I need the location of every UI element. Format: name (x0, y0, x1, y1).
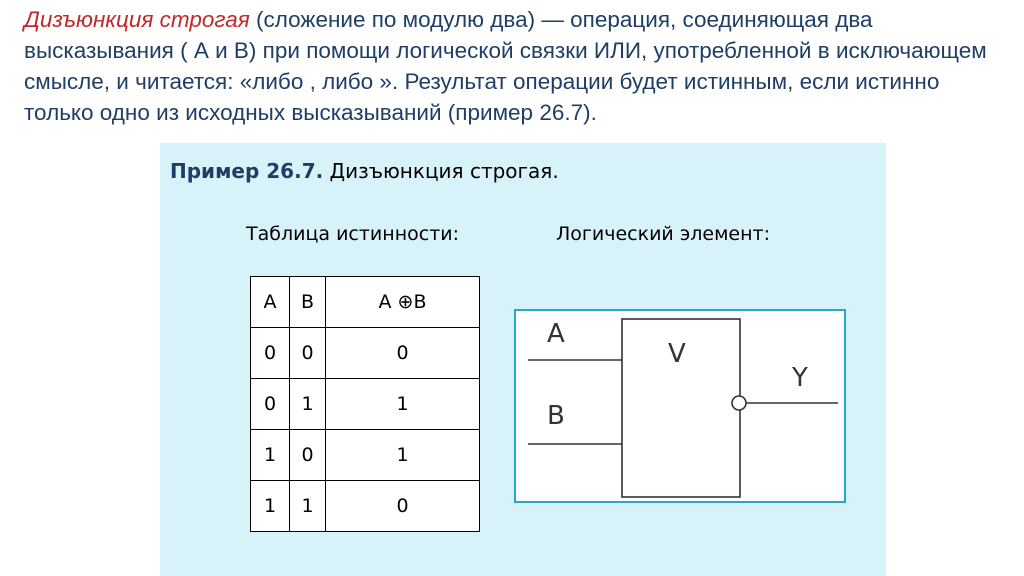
term-highlight: Дизъюнкция строгая (24, 7, 250, 32)
gate-symbol: V (668, 339, 686, 369)
intro-text: (сложение по модулю два) — операция, соединяющая два высказывания ( А и В) при помощи логической связки ИЛИ, употребленной в исключающем смысле, и читается: «либо , либо ». Результат операции будет истинным, если истинно только одно из исходных высказываний (пример 26.7). (24, 7, 987, 125)
truth-table-caption: Таблица истинности: (246, 223, 460, 245)
cell-a: 0 (251, 328, 290, 379)
cell-b: 0 (290, 430, 326, 481)
table-row (251, 328, 480, 379)
cell-b: 1 (290, 379, 326, 430)
header-b: B (290, 277, 326, 328)
gate-caption: Логический элемент: (556, 223, 770, 245)
truth-table (250, 276, 480, 532)
truth-table-header-row (251, 277, 480, 328)
example-title-text: Дизъюнкция строгая. (323, 159, 559, 183)
header-a: A (251, 277, 290, 328)
cell-b: 0 (290, 328, 326, 379)
cell-a: 1 (251, 481, 290, 532)
table-row (251, 379, 480, 430)
cell-result: 0 (326, 328, 480, 379)
example-title (170, 159, 559, 183)
input-a-label: A (547, 319, 565, 349)
table-row (251, 430, 480, 481)
input-b-label: B (547, 401, 565, 431)
cell-a: 0 (251, 379, 290, 430)
logic-gate-diagram (514, 309, 846, 503)
inversion-bubble (732, 396, 746, 410)
cell-result: 0 (326, 481, 480, 532)
cell-b: 1 (290, 481, 326, 532)
cell-result: 1 (326, 430, 480, 481)
cell-a: 1 (251, 430, 290, 481)
table-row (251, 481, 480, 532)
intro-paragraph (24, 4, 1000, 128)
cell-result: 1 (326, 379, 480, 430)
output-label: Y (792, 363, 808, 393)
example-number: Пример 26.7. (170, 159, 324, 183)
header-result: A ⊕B (326, 277, 480, 328)
example-panel (160, 143, 886, 576)
